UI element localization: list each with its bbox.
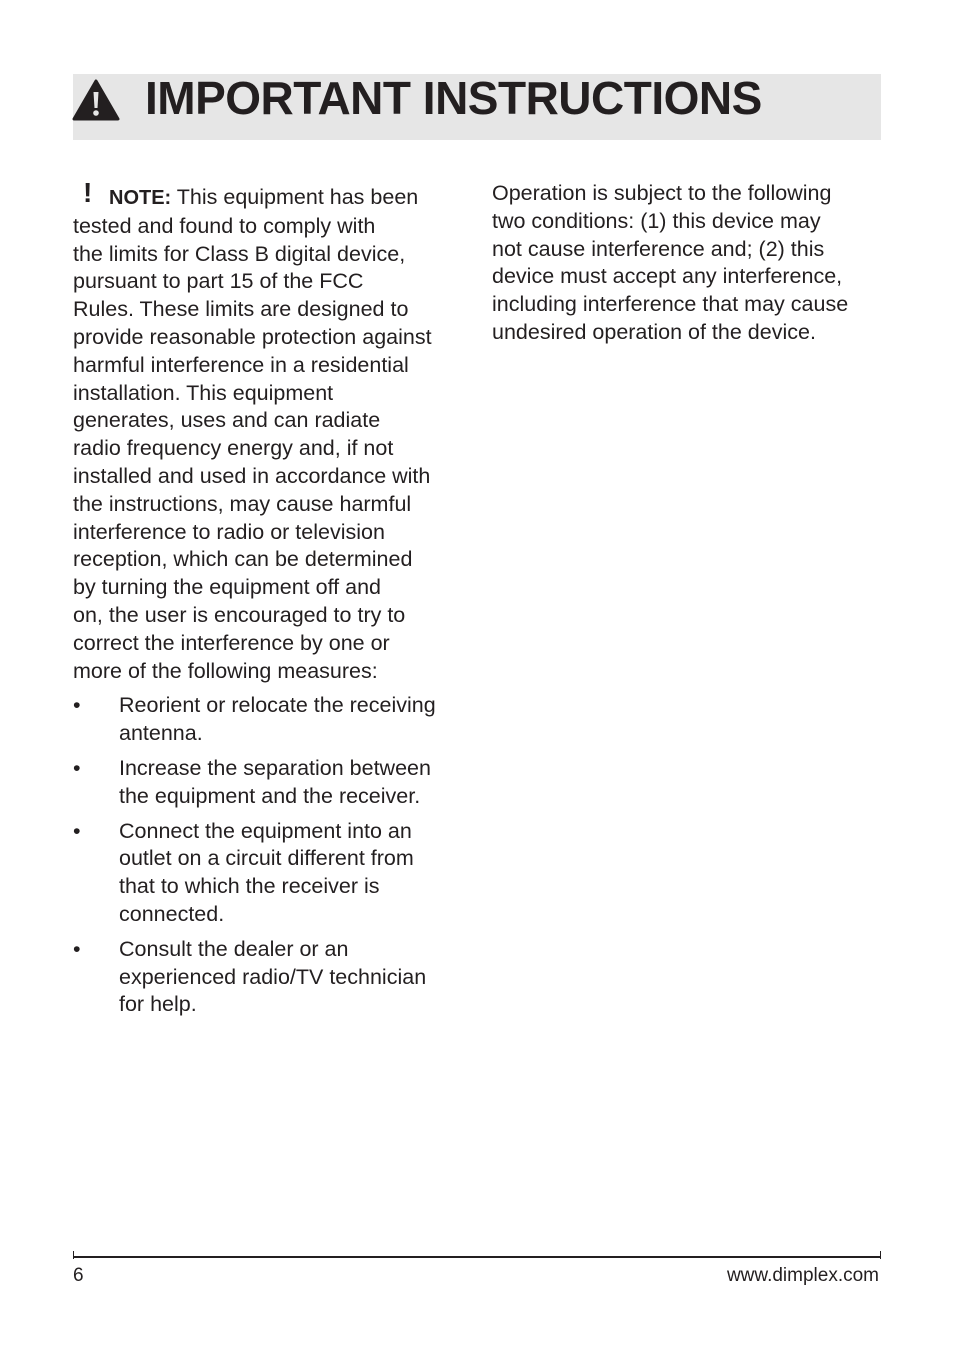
note-text-line: interference to radio or television	[73, 519, 385, 544]
page-title: IMPORTANT INSTRUCTIONS	[145, 72, 762, 124]
conditions-line: including interference that may cause	[492, 292, 849, 317]
measures-list	[73, 692, 465, 1019]
list-item	[73, 692, 465, 748]
bullet-icon: •	[73, 755, 81, 780]
note-text-line: the limits for Class B digital device,	[73, 241, 406, 266]
note-text-line: provide reasonable protection against	[73, 324, 432, 349]
list-item-line: that to which the receiver is	[119, 874, 380, 899]
note-text-line: reception, which can be determined	[73, 547, 413, 572]
list-item-line: Reorient or relocate the receiving	[119, 693, 436, 718]
bullet-icon: •	[73, 936, 81, 961]
list-item	[73, 936, 465, 1019]
footer-divider	[73, 1256, 881, 1258]
list-item-line: the equipment and the receiver.	[119, 783, 421, 808]
note-text-line: installation. This equipment	[73, 380, 334, 405]
website-link[interactable]: www.dimplex.com	[726, 1265, 879, 1286]
list-item	[73, 818, 465, 929]
left-column	[73, 177, 465, 1026]
right-column	[492, 180, 884, 347]
note-text-line: the instructions, may cause harmful	[73, 491, 412, 516]
conditions-line: device must accept any interference,	[492, 264, 843, 289]
list-item-line: experienced radio/TV technician	[119, 964, 427, 989]
exclamation-icon: !	[83, 177, 93, 208]
list-item-line: connected.	[119, 901, 225, 926]
list-item-line: for help.	[119, 992, 197, 1017]
note-text-line: This equipment has been	[171, 185, 419, 209]
note-text-line: by turning the equipment off and	[73, 575, 381, 600]
note-text-line: installed and used in accordance with	[73, 463, 431, 488]
note-text-line: radio frequency energy and, if not	[73, 436, 394, 461]
bullet-icon: •	[73, 693, 81, 718]
note-text-line: correct the interference by one or	[73, 630, 390, 655]
note-text-line: generates, uses and can radiate	[73, 408, 381, 433]
note-text-line: tested and found to comply with	[73, 213, 376, 238]
bullet-icon: •	[73, 818, 81, 843]
conditions-line: two conditions: (1) this device may	[492, 208, 821, 233]
list-item-line: Connect the equipment into an	[119, 818, 412, 843]
conditions-paragraph	[492, 180, 884, 347]
page-number: 6	[73, 1265, 84, 1286]
fcc-note-paragraph	[73, 177, 465, 685]
note-first-line	[73, 184, 465, 213]
note-text-line: harmful interference in a residential	[73, 352, 409, 377]
note-text-line: Rules. These limits are designed to	[73, 297, 409, 322]
conditions-line: undesired operation of the device.	[492, 319, 816, 344]
conditions-line: not cause interference and; (2) this	[492, 236, 825, 261]
note-label: NOTE:	[109, 187, 172, 209]
list-item-line: Consult the dealer or an	[119, 936, 349, 961]
note-text-line: more of the following measures:	[73, 658, 378, 683]
list-item	[73, 755, 465, 811]
warning-triangle-icon	[72, 79, 120, 121]
list-item-line: antenna.	[119, 721, 203, 746]
list-item-line: Increase the separation between	[119, 755, 431, 780]
note-text-line: on, the user is encouraged to try to	[73, 602, 406, 627]
footer-divider-tick	[73, 1251, 74, 1259]
list-item-line: outlet on a circuit different from	[119, 846, 414, 871]
footer-divider-tick	[880, 1251, 881, 1259]
conditions-line: Operation is subject to the following	[492, 181, 832, 205]
note-text-line: pursuant to part 15 of the FCC	[73, 269, 364, 294]
